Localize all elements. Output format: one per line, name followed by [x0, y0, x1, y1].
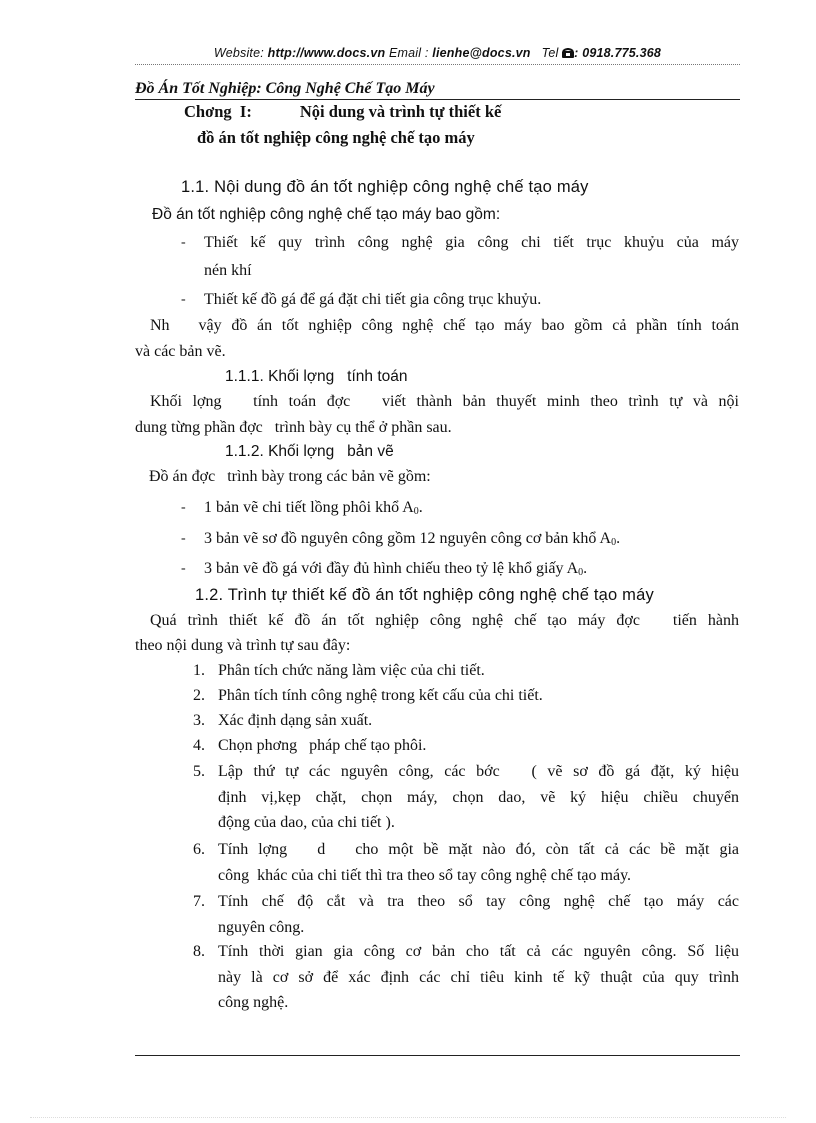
step-text-line: nguyên công. [218, 918, 305, 936]
chapter-label: Chơng I: [184, 102, 252, 121]
step-text-line: công nghệ. [218, 994, 289, 1011]
website-label: Website: [213, 46, 268, 60]
summary-line1: Nh vậy đồ án tốt nghiệp công nghệ chế tạo máy bao gồm cả phần tính toán [150, 317, 739, 334]
step-number: 1. [193, 662, 205, 679]
step-number: 8. [193, 943, 205, 960]
step-text-line: Chọn phơng pháp chế tạo phôi. [218, 737, 427, 754]
bullet-2: Thiết kế đồ gá để gá đặt chi tiết gia công trục khuỷu. [204, 291, 542, 308]
step-text-line: Phân tích tính công nghệ trong kết cấu của chi tiết. [218, 687, 543, 704]
bullet-1-line1: Thiết kế quy trình công nghệ gia công chi tiết trục khuỷu của máy [204, 234, 739, 251]
bullet-1-line2: nén khí [204, 262, 252, 279]
step-text-line: này là cơ sở để xác định các chỉ tiêu kinh tế kỹ thuật của quy trình [218, 968, 739, 986]
section-1-1-1-heading: 1.1.1. Khối lợng tính toán [225, 368, 408, 385]
section-1-1-1-para-line1: Khối lợng tính toán đợc viết thành bản thuyết minh theo trình tự và nội [150, 393, 739, 410]
step-number: 5. [193, 763, 205, 780]
drawing-item-1: 1 bản vẽ chi tiết lồng phôi khổ $A_0$. [204, 499, 423, 517]
section-1-2-intro-line1: Quá trình thiết kế đồ án tốt nghiệp công nghệ chế tạo máy đợc tiến hành [150, 612, 739, 629]
section-1-2-heading: 1.2. Trình tự thiết kế đồ án tốt nghiệp công nghệ chế tạo máy [195, 586, 654, 604]
website-link[interactable]: http://www.docs.vn [267, 46, 386, 60]
step-number: 3. [193, 712, 205, 729]
step-text-line: công khác của chi tiết thì tra theo sổ tay công nghệ chế tạo máy. [218, 866, 632, 884]
email-link[interactable]: lienhe@docs.vn [432, 46, 531, 60]
drawing-item-3: 3 bản vẽ đồ gá với đầy đủ hình chiếu theo tỷ lệ khổ giấy $A_0$. [204, 560, 588, 578]
footer-rule [135, 1055, 740, 1056]
chapter-title [184, 102, 501, 122]
step-text-line: Phân tích chức năng làm việc của chi tiết. [218, 662, 485, 679]
section-1-2-intro-line2: theo nội dung và trình tự sau đây: [135, 637, 351, 654]
email-label: Email : [385, 46, 433, 60]
phone-icon [562, 46, 574, 60]
bullet-dash: - [181, 292, 186, 307]
section-1-1-heading: 1.1. Nội dung đồ án tốt nghiệp công nghệ chế tạo máy [181, 178, 589, 196]
step-text-line: Tính thời gian gia công cơ bản cho tất cả các nguyên công. Số liệu [218, 943, 739, 960]
step-text-line: định vị,kẹp chặt, chọn máy, chọn dao, vẽ ký hiệu chiều chuyển [218, 788, 739, 806]
bullet-dash: - [181, 531, 186, 546]
step-text-line: Lập thứ tự các nguyên công, các bớc ( vẽ sơ đồ gá đặt, ký hiệu [218, 763, 739, 780]
section-1-1-1-para-line2: dung từng phần đợc trình bày cụ thể ở phần sau. [135, 419, 452, 436]
step-number: 7. [193, 893, 205, 910]
bullet-dash: - [181, 235, 186, 250]
section-1-1-intro: Đồ án tốt nghiệp công nghệ chế tạo máy bao gồm: [152, 206, 501, 223]
tel-label: Tel [530, 46, 563, 60]
step-text-line: Xác định dạng sản xuất. [218, 712, 373, 729]
step-text-line: động của dao, của chi tiết ). [218, 814, 395, 831]
bullet-dash: - [181, 500, 186, 515]
step-text-line: Tính lợng d cho một bề mặt nào đó, còn tất cả các bề mặt gia [218, 841, 739, 858]
step-number: 6. [193, 841, 205, 858]
page-header [135, 46, 740, 60]
summary-line2: và các bản vẽ. [135, 343, 226, 360]
step-number: 4. [193, 737, 205, 754]
page-edge-dots [30, 1117, 786, 1118]
section-1-1-2-heading: 1.1.2. Khối lợng bản vẽ [225, 443, 394, 460]
drawing-item-2: 3 bản vẽ sơ đồ nguyên công gồm 12 nguyên công cơ bản khổ $A_0$. [204, 530, 621, 548]
tel-number: : 0918.775.368 [574, 46, 662, 60]
step-text-line: Tính chế độ cắt và tra theo sổ tay công nghệ chế tạo máy các [218, 893, 739, 910]
step-number: 2. [193, 687, 205, 704]
section-1-1-2-intro: Đồ án đợc trình bày trong các bản vẽ gồm: [149, 468, 431, 485]
doc-title: Đồ Án Tốt Nghiệp: Công Nghệ Chế Tạo Máy [135, 80, 435, 97]
header-rule [135, 64, 740, 65]
bullet-dash: - [181, 561, 186, 576]
title-rule [135, 99, 740, 100]
chapter-title-line2: đồ án tốt nghiệp công nghệ chế tạo máy [197, 128, 475, 147]
chapter-title-line1: Nội dung và trình tự thiết kế [299, 102, 502, 121]
